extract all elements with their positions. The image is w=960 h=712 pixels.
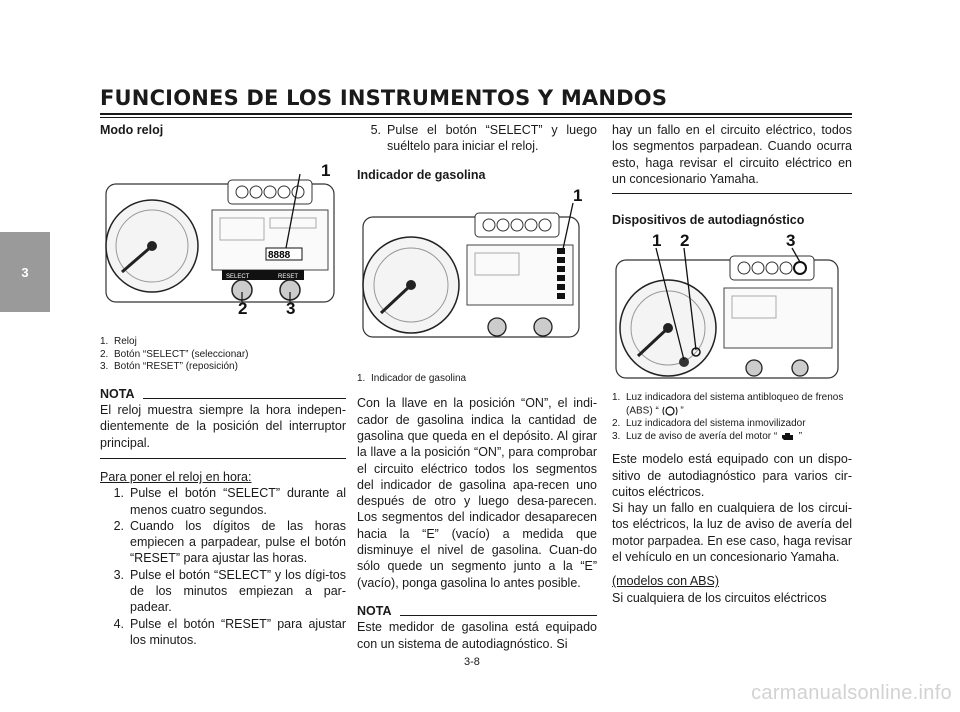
reset-button xyxy=(534,318,552,336)
caption-item xyxy=(612,431,852,444)
caption-item xyxy=(100,336,346,349)
needle-hub xyxy=(147,241,157,251)
fuel-paragraph: Con la llave en la posición “ON”, el indi-cador de gasolina indica la cantidad de gasolina que queda en el depósito. Al girar la llave a la posición “ON”, para comprobar el circuito eléctrico todos los segmentos del indicador de gasolina apa-recen uno después de otro y luego desa-parecen. Los segmentos del indicador desaparecen hacia la “E” (vacío) a medida que disminuye el nivel de gasolina. Cuan-do sólo quede un segmento junto a la “E” (vacío), ponga gasolina lo antes posible. xyxy=(357,396,597,590)
fuel-gauge-figure xyxy=(357,189,597,349)
page-number: 3-8 xyxy=(464,656,480,668)
note-text-cont: hay un fallo en el circuito eléctrico, todos los segmentos parpadean. Cuando ocurra esto, haga revisar el circuito eléctrico en un concesionario Yamaha. xyxy=(612,123,852,186)
page-title: FUNCIONES DE LOS INSTRUMENTOS Y MANDOS xyxy=(100,86,668,110)
procedure-steps-cont xyxy=(357,122,597,155)
fuel-bar-3 xyxy=(557,275,565,281)
engine-icon xyxy=(780,431,796,442)
selfdiag-figure xyxy=(612,234,852,384)
step-number: 5. xyxy=(370,123,381,137)
step-text: Pulse el botón “RESET” para ajustar los minutos. xyxy=(130,616,346,647)
step-item xyxy=(357,122,597,155)
callout-1: 1 xyxy=(652,234,662,251)
chapter-tab: 3 xyxy=(0,232,50,312)
abs-paragraph: Si cualquiera de los circuitos eléctricos xyxy=(612,590,827,605)
note-text: Este medidor de gasolina está equipado con un sistema de autodiagnóstico. Si xyxy=(357,620,597,651)
step-number: 1. xyxy=(113,486,124,501)
figure-captions xyxy=(100,336,346,374)
step-item xyxy=(100,485,346,518)
step-text: Cuando los dígitos de las horas empiecen a parpadear, pulse el botón “RESET” para ajustar las horas. xyxy=(130,518,346,566)
callout-1: 1 xyxy=(573,188,583,205)
caption-text: Luz de aviso de avería del motor “ ” xyxy=(626,430,803,442)
fuel-bar-1 xyxy=(557,293,565,299)
abs-models-title: (modelos con ABS) xyxy=(612,574,719,589)
indicator-housing xyxy=(475,213,559,237)
indicator-housing xyxy=(228,180,312,204)
figure-captions xyxy=(612,392,852,443)
button-label-select: SELECT xyxy=(226,274,250,281)
caption-text: Luz indicadora del sistema antibloqueo de frenos (ABS) “ ” xyxy=(626,392,844,417)
watermark: carmanualsonline.info xyxy=(751,682,952,704)
step-item xyxy=(100,518,346,567)
caption-number: 1. xyxy=(357,372,366,384)
note-heading xyxy=(100,386,346,402)
caption-text: Reloj xyxy=(114,336,137,348)
button-label-reset: RESET xyxy=(278,274,299,281)
caption-number: 3. xyxy=(100,361,109,373)
caption-item xyxy=(612,392,852,418)
needle-hub xyxy=(406,280,416,290)
column-middle xyxy=(357,122,597,652)
note-text: El reloj muestra siempre la hora indepen-dientemente de la posición del interruptor principal. xyxy=(100,403,346,450)
note-label: NOTA xyxy=(100,386,135,401)
caption-number: 3. xyxy=(612,430,621,442)
step-number: 3. xyxy=(113,567,124,582)
section-heading-clock: Modo reloj xyxy=(100,123,164,137)
step-text: Pulse el botón “SELECT” durante al menos cuatro segundos. xyxy=(130,486,346,517)
fuel-bar-4 xyxy=(557,266,565,272)
step-number: 2. xyxy=(113,518,124,533)
reset-button xyxy=(792,360,808,376)
caption-item xyxy=(100,361,346,374)
step-item xyxy=(100,567,346,616)
abs-icon xyxy=(662,405,678,417)
caption-text: Botón “SELECT” (seleccionar) xyxy=(114,348,249,360)
callout-3: 3 xyxy=(286,299,296,315)
fuel-bar-2 xyxy=(557,284,565,290)
callout-3: 3 xyxy=(786,234,796,251)
note-label: NOTA xyxy=(357,603,392,618)
fuel-bar-5 xyxy=(557,257,565,263)
caption-text: Botón “RESET” (reposición) xyxy=(114,361,238,373)
caption-number: 1. xyxy=(100,336,109,348)
clock-figure xyxy=(100,144,346,314)
caption-item xyxy=(100,349,346,362)
step-text: Pulse el botón “SELECT” y los dígi-tos de los minutos empiezan a par-padear. xyxy=(130,567,346,615)
caption-number: 2. xyxy=(100,348,109,360)
column-right xyxy=(612,122,852,606)
indicator-housing xyxy=(730,256,814,280)
caption-number: 1. xyxy=(612,392,621,404)
caption-text: Indicador de gasolina xyxy=(371,372,467,384)
note-heading xyxy=(357,603,597,619)
step-item xyxy=(100,616,346,649)
needle-hub xyxy=(663,323,673,333)
section-heading-selfdiag: Dispositivos de autodiagnóstico xyxy=(612,213,805,228)
step-number: 4. xyxy=(113,616,124,631)
figure-caption xyxy=(357,373,597,386)
title-rule xyxy=(100,113,852,115)
note-rule xyxy=(612,193,852,194)
selfdiag-paragraph-2: Si hay un fallo en cualquiera de los circui-tos eléctricos, la luz de aviso de avería del motor parpadea. En ese caso, haga revisar el vehículo en un concesionario Yamaha. xyxy=(612,501,852,565)
caption-number: 2. xyxy=(612,418,621,430)
callout-2: 2 xyxy=(238,299,248,315)
title-rule-thin xyxy=(100,117,852,118)
procedure-title: Para poner el reloj en hora: xyxy=(100,469,252,484)
column-left xyxy=(100,122,346,648)
callout-1: 1 xyxy=(321,161,331,181)
procedure-steps xyxy=(100,485,346,648)
selfdiag-paragraph-1: Este modelo está equipado con un dispo-sitivo de autodiagnóstico para varios cir-cuitos eléctricos. xyxy=(612,452,852,499)
clock-digits: 8888 xyxy=(268,250,291,262)
select-button xyxy=(746,360,762,376)
caption-item xyxy=(612,418,852,431)
section-heading-fuel: Indicador de gasolina xyxy=(357,167,486,182)
step-text: Pulse el botón “SELECT” y luego suéltelo para iniciar el reloj. xyxy=(387,123,597,154)
caption-text: Luz indicadora del sistema inmovilizador xyxy=(626,418,806,430)
select-button xyxy=(488,318,506,336)
callout-2: 2 xyxy=(680,234,690,251)
fuel-bar-6 xyxy=(557,248,565,254)
note-rule xyxy=(100,458,346,459)
